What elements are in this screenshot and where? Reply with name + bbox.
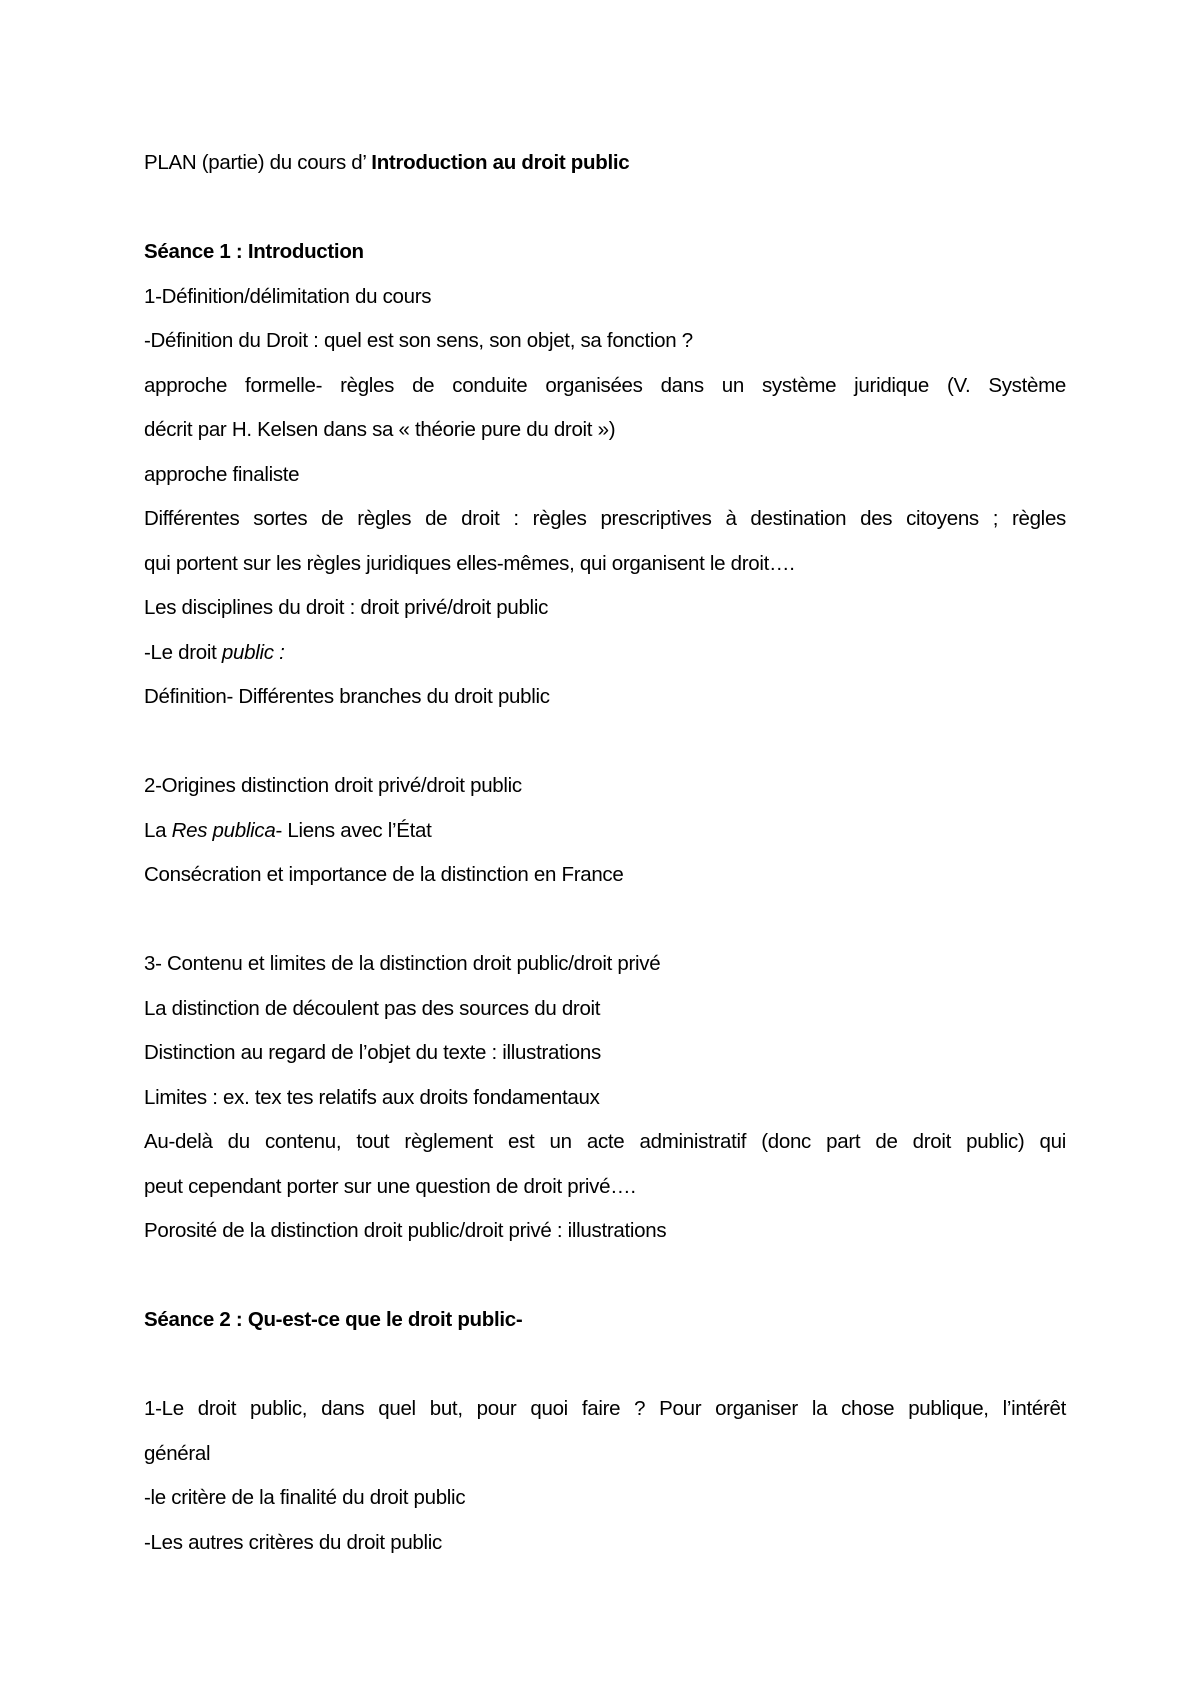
section-2-heading: 2-Origines distinction droit privé/droit public <box>144 774 522 797</box>
text-line: Définition- Différentes branches du droit public <box>144 685 550 708</box>
spacer <box>144 1343 1066 1388</box>
text-line: décrit par H. Kelsen dans sa « théorie pure du droit ») <box>144 418 616 441</box>
text-line: -Le droit public : <box>144 640 285 664</box>
text-line: -le critère de la finalité du droit public <box>144 1486 466 1509</box>
text-line: La Res publica- Liens avec l’État <box>144 818 432 842</box>
spacer <box>144 1254 1066 1299</box>
text-line: Consécration et importance de la distinction en France <box>144 863 624 886</box>
text-line: peut cependant porter sur une question de droit privé…. <box>144 1174 636 1198</box>
text-line: approche finaliste <box>144 462 300 486</box>
text-line: Les disciplines du droit : droit privé/droit public <box>144 596 549 619</box>
title-prefix: PLAN (partie) du cours d’ <box>144 151 372 174</box>
text-line: -Les autres critères du droit public <box>144 1530 442 1554</box>
section-3-heading: 3- Contenu et limites de la distinction droit public/droit privé <box>144 952 661 975</box>
spacer <box>144 720 1066 765</box>
document-title <box>144 141 1066 186</box>
session-1-heading: Séance 1 : Introduction <box>144 240 364 263</box>
text-line: Porosité de la distinction droit public/droit privé : illustrations <box>144 1219 667 1242</box>
document-body <box>144 141 1066 1565</box>
section-1-heading: 1-Définition/délimitation du cours <box>144 284 432 308</box>
text-line: Au-delà du contenu, tout règlement est un acte administratif (donc part de droit public) qui <box>144 1130 1066 1153</box>
spacer <box>144 186 1066 231</box>
text-line: qui portent sur les règles juridiques elles-mêmes, qui organisent le droit…. <box>144 551 795 575</box>
text-line: La distinction de découlent pas des sources du droit <box>144 996 601 1020</box>
text-line: Limites : ex. tex tes relatifs aux droits fondamentaux <box>144 1085 600 1109</box>
spacer <box>144 898 1066 943</box>
text-line: Différentes sortes de règles de droit : règles prescriptives à destination des citoyens ; règles <box>144 507 1066 530</box>
text-line: -Définition du Droit : quel est son sens, son objet, sa fonction ? <box>144 329 693 352</box>
text-line: Distinction au regard de l’objet du texte : illustrations <box>144 1041 601 1064</box>
text-line: approche formelle- règles de conduite organisées dans un système juridique (V. Système <box>144 373 1066 397</box>
text-line: 1-Le droit public, dans quel but, pour quoi faire ? Pour organiser la chose publique, l’intérêt <box>144 1397 1066 1420</box>
title-course-name: Introduction au droit public <box>371 151 630 174</box>
session-2-heading: Séance 2 : Qu-est-ce que le droit public- <box>144 1308 523 1331</box>
text-line: général <box>144 1441 211 1465</box>
